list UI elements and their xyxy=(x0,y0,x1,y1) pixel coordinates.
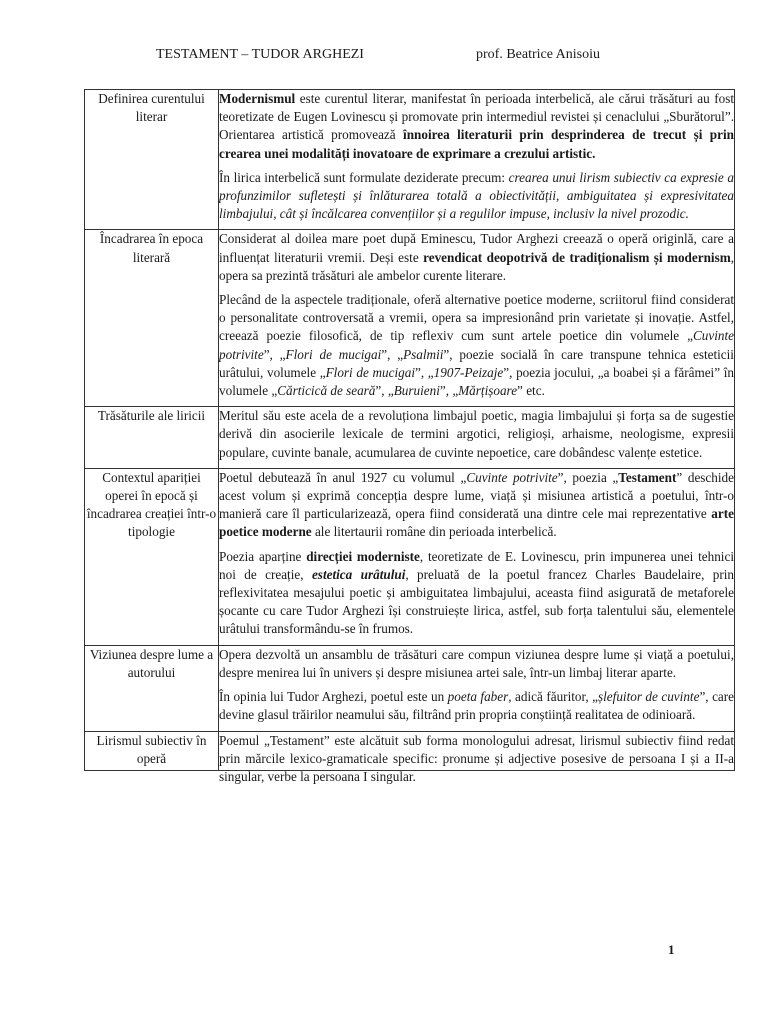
text-run: estetica urâtului xyxy=(311,566,406,582)
text-run: 1907-Peizaje xyxy=(433,364,504,380)
text-run: Meritul său este acela de a revoluționa limbajul poetic, magia limbajului și forța sa de sugestie derivă din asocierile lexicale de termini argotici, religioși, arhaisme, neologisme, expresii populare, cuvinte banale, acumularea de cuvinte nepoetice, care dobândesc valențe estetice. xyxy=(219,408,734,460)
paragraph xyxy=(219,90,734,163)
row-content xyxy=(219,731,735,784)
text-run: ”, poezie socială în care transpune tehnica esteticii urâtului, volumele „ xyxy=(219,346,734,380)
text-run: este curentul literar, manifestat în perioada interbelică, ale cărui trăsături au fost teoretizate de Eugen Lovinescu și promovate prin intermediul revistei și cenaclului „Sburătorul”. Orientarea artistică promovează xyxy=(219,91,734,143)
text-run: arte poetice moderne xyxy=(219,506,734,540)
row-content xyxy=(219,230,735,407)
table-row xyxy=(85,90,735,230)
text-run: Modernismul xyxy=(219,91,296,106)
row-label: Trăsăturile ale liricii xyxy=(85,407,219,469)
text-run: ”, „ xyxy=(439,383,459,399)
text-run: ”, poezia „ xyxy=(557,469,619,485)
row-label: Lirismul subiectiv în operă xyxy=(85,731,219,770)
table-row xyxy=(85,731,735,770)
document-title: TESTAMENT – TUDOR ARGHEZI xyxy=(156,47,364,62)
table-row xyxy=(85,407,735,469)
paragraph xyxy=(219,230,734,285)
text-run: , opera sa prezintă trăsături ale ambelor curente literare. xyxy=(219,249,734,283)
paragraph xyxy=(219,291,734,400)
text-run: În opinia lui Tudor Arghezi, poetul este un xyxy=(219,689,448,705)
row-label: Definirea curentului literar xyxy=(85,90,219,230)
text-run: Testament xyxy=(618,469,677,485)
text-run: Poemul „Testament” este alcătuit sub forma monologului adresat, lirismul subiectiv fiind redat prin mărcile lexico-gramaticale specific: pronume și adjective posesive de persoana I și a II-a singular, verbe la persoana I singular. xyxy=(219,732,734,784)
text-run: revendicat deopotrivă de tradiționalism și modernism xyxy=(423,249,731,265)
text-run: , preluată de la poetul francez Charles Baudelaire, prin reflexivitatea mesajului poetic și ambiguitatea limbajului, aceasta fiind asigurată de metaforele șocante cu care Tudor Arghezi își construiește lirica, astfel, sub forța talentului său, elementele urâtului transformându-se în frumos. xyxy=(219,566,735,637)
text-run: Psalmii xyxy=(403,346,444,362)
text-run: ale litertaurii române din perioada interbelică. xyxy=(311,524,557,540)
page-number: 1 xyxy=(668,942,675,957)
text-run: Cuvinte potrivite xyxy=(466,469,558,485)
text-run: Flori de mucigai xyxy=(325,364,415,380)
text-run: , adică făuritor, „ xyxy=(508,689,598,705)
row-label: Contextul apariției operei în epocă și încadrarea creației într-o tipologie xyxy=(85,468,219,645)
text-run: Poezia aparține xyxy=(219,548,307,564)
text-run: Mărțișoare xyxy=(458,383,518,399)
text-run: ”, „ xyxy=(263,346,286,362)
text-run: Flori de mucigai xyxy=(285,346,382,362)
text-run: ”, „ xyxy=(414,364,434,380)
text-run: Plecând de la aspectele tradiționale, oferă alternative poetice moderne, scriitorul fiind considerat o personalitate controversată a vremii, opera sa impresionând prin varietate și inovație. Astfel, creează poezie filosofică, de tip reflexiv cum sunt artele poetice din volumele „ xyxy=(219,292,734,344)
table-row xyxy=(85,468,735,645)
text-run: Buruieni xyxy=(393,383,440,399)
text-run: ” etc. xyxy=(517,383,545,399)
paragraph xyxy=(219,407,734,462)
paragraph xyxy=(219,646,734,682)
text-run: ”, care devine glasul trăirilor neamului său, filtrând prin propria conștiință realitatea de odinioară. xyxy=(219,689,735,723)
table-row xyxy=(85,645,735,731)
row-content xyxy=(219,468,735,645)
text-run: crearea unui lirism subiectiv ca expresie a profunzimilor sufletești și înlăturarea totală a obiectivității, ambiguitatea și expresivitatea limbajului, cât și încălcarea convențiilor și a regulilor impuse, inclusiv la nivel prozodic. xyxy=(219,169,734,222)
table-row xyxy=(85,230,735,407)
paragraph xyxy=(219,548,734,639)
text-run: Cuvinte potrivite xyxy=(219,328,734,362)
row-label: Încadrarea în epoca literară xyxy=(85,230,219,407)
text-run: ”, „ xyxy=(381,346,404,362)
text-run: ” deschide acest volum și exprimă concepția despre lume, viață și misiunea artistică a poetului, într-o manieră care îl particularizează, opera fiind considerată una dintre cele mai reprezentative xyxy=(219,469,734,522)
paragraph xyxy=(219,732,734,787)
paragraph xyxy=(219,469,734,542)
text-run: poeta faber xyxy=(447,689,509,705)
text-run: Cărticică de seară xyxy=(277,383,376,399)
row-content xyxy=(219,90,735,230)
text-run: Opera dezvoltă un ansamblu de trăsături care compun viziunea despre lume și viață a poetului, despre menirea lui în univers și despre misiunea artei sale, într-un limbaj literar aparte. xyxy=(219,646,734,680)
row-content xyxy=(219,645,735,731)
document-author: prof. Beatrice Anisoiu xyxy=(476,47,601,62)
text-run: direcției moderniste xyxy=(306,548,420,564)
row-content xyxy=(219,407,735,469)
text-run: ”, poezia jocului, „a boabei și a fărâmei” în volumele „ xyxy=(219,364,734,399)
text-run: înnoirea literaturii prin desprinderea de trecut și prin crearea unei modalități inovatoare de exprimare a crezului artistic. xyxy=(219,127,734,161)
text-run: ”, „ xyxy=(375,383,394,399)
page-header xyxy=(0,47,768,67)
text-run: În lirica interbelică sunt formulate deziderate precum: xyxy=(219,169,509,185)
clipped-content xyxy=(219,732,734,784)
row-label: Viziunea despre lume a autorului xyxy=(85,645,219,731)
text-run: Considerat al doilea mare poet după Eminescu, Tudor Arghezi creează o operă originlă, care a influențat literaturii vremii. Deși este xyxy=(219,231,734,265)
text-run: Poetul debutează în anul 1927 cu volumul „ xyxy=(219,469,467,485)
text-run: , teoretizate de E. Lovinescu, prin impunerea unei tehnici noi de creație, xyxy=(219,548,734,582)
paragraph xyxy=(219,688,734,724)
text-run: șlefuitor de cuvinte xyxy=(598,689,700,705)
paragraph xyxy=(219,169,734,224)
content-table xyxy=(84,89,735,784)
